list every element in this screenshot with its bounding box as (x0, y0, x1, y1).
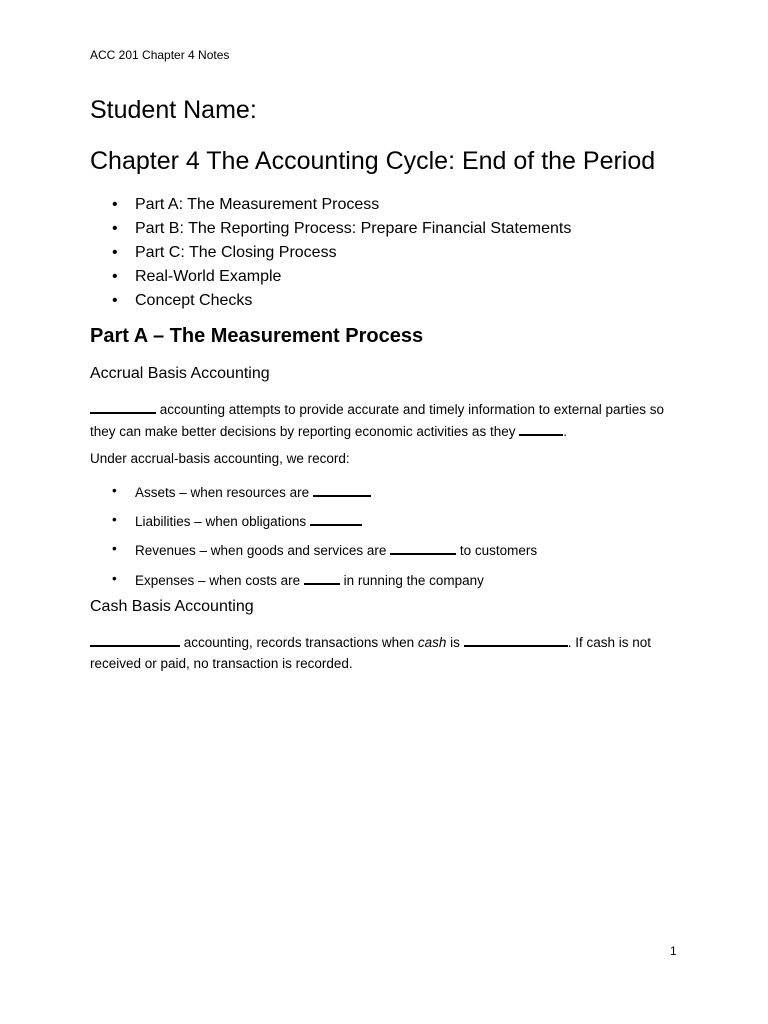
paragraph-text: accounting attempts to provide accurate and timely information to external parties so they can make better decisions by reporting economic activities as they (90, 402, 665, 439)
toc-item (90, 195, 571, 219)
bullet-text: in running the company (339, 573, 484, 588)
toc-item-label: Concept Checks (135, 292, 253, 309)
toc-item (90, 219, 571, 243)
table-of-contents (90, 195, 571, 315)
bullet-text: Assets – when resources are (135, 485, 313, 500)
student-name-label: Student Name: (90, 96, 257, 124)
paragraph-emphasis: cash (417, 635, 447, 650)
accrual-bullet-revenues (90, 539, 537, 559)
fill-in-blank (519, 420, 563, 436)
part-a-heading: Part A – The Measurement Process (90, 325, 424, 347)
toc-item (90, 243, 571, 267)
accrual-intro: Under accrual-basis accounting, we record: (90, 451, 350, 466)
bullet-icon: • (112, 292, 118, 309)
bullet-icon: • (112, 268, 118, 285)
toc-item-label: Part B: The Reporting Process: Prepare Financial Statements (135, 220, 572, 237)
toc-item-label: Part A: The Measurement Process (135, 196, 380, 213)
fill-in-blank (90, 631, 180, 647)
paragraph-text: accounting, records transactions when (180, 635, 418, 650)
fill-in-blank (313, 481, 371, 497)
fill-in-blank (90, 398, 156, 414)
accrual-bullet-liabilities (90, 510, 362, 530)
bullet-icon: • (112, 571, 117, 586)
bullet-text: Revenues – when goods and services are (135, 543, 391, 558)
toc-item (90, 267, 571, 291)
bullet-text: Expenses – when costs are (135, 573, 304, 588)
fill-in-blank (390, 539, 456, 555)
bullet-icon: • (112, 541, 117, 556)
fill-in-blank (310, 510, 362, 526)
bullet-icon: • (112, 196, 118, 213)
fill-in-blank (464, 631, 568, 647)
paragraph-text: . If cash is not received or paid, no transaction is recorded. (90, 635, 651, 671)
cash-heading: Cash Basis Accounting (90, 598, 254, 615)
toc-item-label: Real-World Example (135, 268, 282, 285)
page-number: 1 (670, 944, 677, 958)
toc-item-label: Part C: The Closing Process (135, 244, 337, 261)
fill-in-blank (304, 569, 340, 585)
bullet-text: Liabilities – when obligations (135, 514, 310, 529)
page-header: ACC 201 Chapter 4 Notes (90, 48, 230, 62)
bullet-icon: • (112, 244, 118, 261)
bullet-icon: • (112, 483, 117, 498)
bullet-icon: • (112, 220, 118, 237)
accrual-bullet-expenses (90, 569, 484, 589)
bullet-text: to customers (456, 543, 538, 558)
cash-paragraph (90, 631, 690, 674)
paragraph-text: . (563, 424, 567, 439)
accrual-heading: Accrual Basis Accounting (90, 365, 270, 382)
accrual-bullet-assets (90, 481, 371, 501)
chapter-title: Chapter 4 The Accounting Cycle: End of the Period (90, 147, 656, 175)
paragraph-text: is (446, 635, 464, 650)
accrual-paragraph (90, 398, 690, 442)
toc-item (90, 291, 571, 315)
bullet-icon: • (112, 512, 117, 527)
